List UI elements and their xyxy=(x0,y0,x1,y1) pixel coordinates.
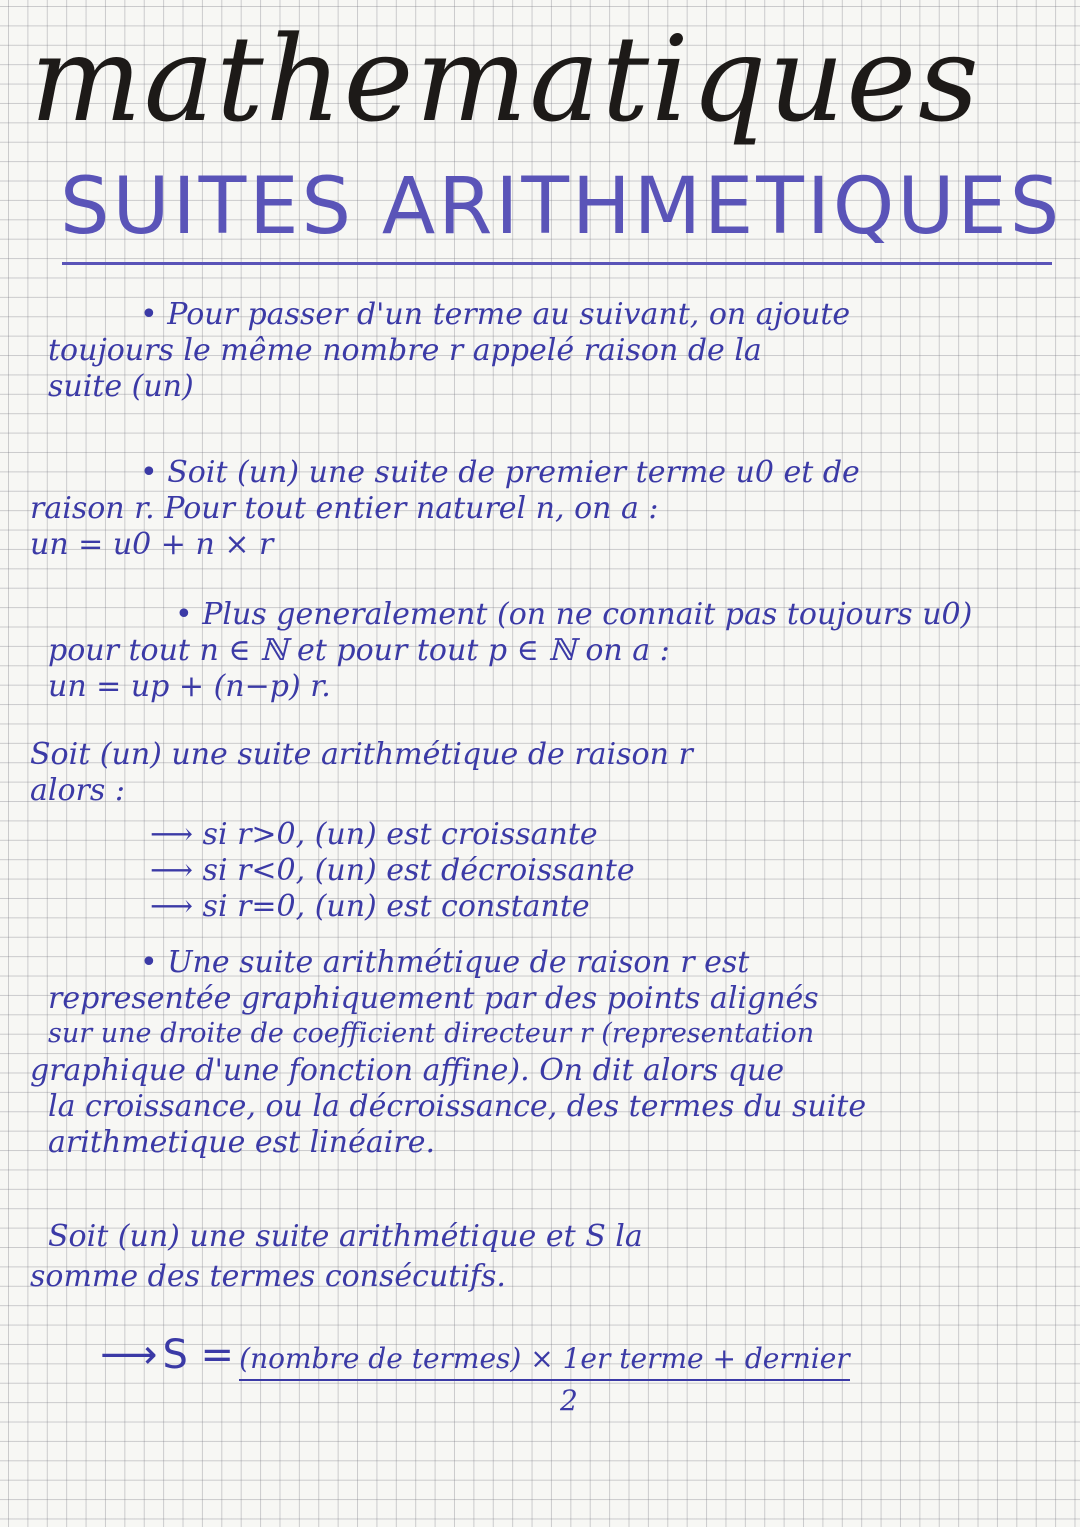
text-line: representée graphiquement par des points alignés xyxy=(48,981,819,1016)
text-line: ⟶ si r<0, (un) est décroissante xyxy=(150,853,635,888)
text-line: sur une droite de coefficient directeur r (representation xyxy=(48,1018,815,1049)
arrow-icon: ⟶ xyxy=(100,1332,158,1378)
sum-formula xyxy=(100,1332,850,1417)
text-line: raison r. Pour tout entier naturel n, on a : xyxy=(30,491,659,526)
text-line: somme des termes consécutifs. xyxy=(30,1259,506,1294)
section-heading: SUITES ARITHMETIQUES xyxy=(60,162,1063,252)
text-line: un = up + (n−p) r. xyxy=(48,669,331,704)
formula-denominator: 2 xyxy=(560,1384,578,1417)
text-line: toujours le même nombre r appelé raison de la xyxy=(48,333,762,368)
formula-numerator: (nombre de termes) × 1er terme + dernier xyxy=(239,1342,850,1381)
text-line: suite (un) xyxy=(48,369,194,404)
page-title: mathematiques xyxy=(30,10,981,148)
text-line: alors : xyxy=(30,773,125,808)
text-line: la croissance, ou la décroissance, des termes du suite xyxy=(48,1089,867,1124)
text-line: graphique d'une fonction affine). On dit alors que xyxy=(30,1053,785,1088)
text-line: Soit (un) une suite arithmétique de raison r xyxy=(30,737,693,772)
text-line: • Soit (un) une suite de premier terme u0 et de xyxy=(140,455,860,490)
text-line: ⟶ si r=0, (un) est constante xyxy=(150,889,590,924)
text-line: • Pour passer d'un terme au suivant, on ajoute xyxy=(140,297,851,332)
text-line: arithmetique est linéaire. xyxy=(48,1125,435,1160)
text-line: • Plus generalement (on ne connait pas toujours u0) xyxy=(175,597,973,632)
text-line: pour tout n ∈ ℕ et pour tout p ∈ ℕ on a : xyxy=(48,633,670,668)
text-line: • Une suite arithmétique de raison r est xyxy=(140,945,750,980)
text-line: Soit (un) une suite arithmétique et S la xyxy=(48,1219,643,1254)
text-line: un = u0 + n × r xyxy=(30,527,274,562)
formula-lhs: S = xyxy=(162,1332,235,1378)
text-line: ⟶ si r>0, (un) est croissante xyxy=(150,817,598,852)
heading-underline xyxy=(62,262,1052,265)
